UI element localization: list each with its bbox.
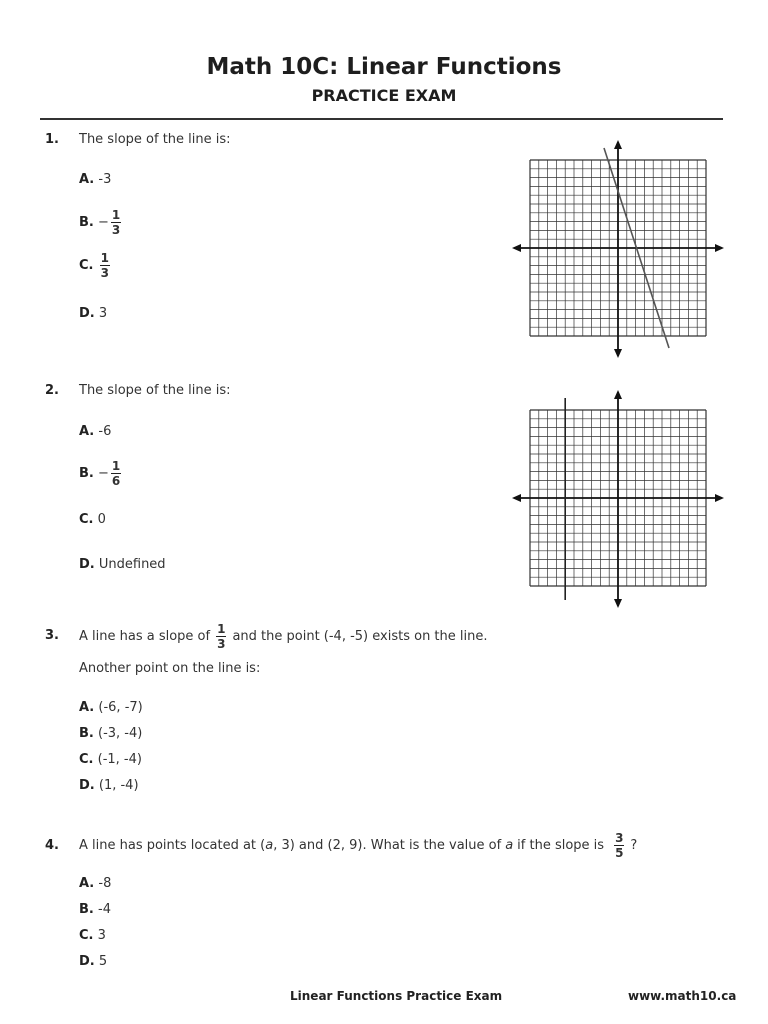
question-4-text-part2: , 3) and (2, 9). What is the value of: [273, 837, 502, 853]
option-letter: C.: [79, 512, 94, 527]
option-letter: C.: [79, 258, 94, 273]
fraction-denominator: 3: [217, 636, 226, 651]
fraction-numerator: 1: [111, 459, 121, 473]
question-2-option-d: [79, 557, 166, 572]
fraction: [216, 622, 226, 651]
question-1-text: The slope of the line is:: [79, 132, 231, 147]
option-letter: B.: [79, 902, 94, 917]
option-value: -4: [98, 902, 111, 917]
option-letter: A.: [79, 424, 95, 439]
question-4-text: [79, 826, 637, 864]
question-4-number: 4.: [45, 838, 59, 853]
question-4-option-a: [79, 876, 111, 891]
option-value: -8: [98, 876, 112, 891]
fraction-numerator: 1: [111, 208, 121, 222]
question-2-option-a: [79, 424, 111, 439]
fraction: [111, 208, 121, 237]
option-value: (-1, -4): [97, 752, 142, 767]
option-letter: A.: [79, 700, 95, 715]
fraction-numerator: 1: [100, 251, 109, 265]
fraction-denominator: 5: [615, 845, 624, 860]
fraction: [100, 251, 110, 280]
question-4-option-c: [79, 928, 106, 943]
fraction: [111, 459, 121, 488]
question-3-option-a: [79, 700, 143, 715]
question-3-option-d: [79, 778, 139, 793]
footer-website: www.math10.ca: [628, 989, 737, 1003]
option-value: 5: [98, 954, 108, 969]
option-letter: D.: [79, 306, 95, 321]
question-3-option-c: [79, 752, 142, 767]
question-1-option-d: [79, 306, 107, 321]
option-value: -3: [98, 172, 112, 187]
question-3-text-line2: Another point on the line is:: [79, 661, 261, 676]
option-letter: D.: [79, 557, 95, 572]
axes: [512, 140, 724, 358]
option-value: 3: [98, 306, 108, 321]
variable-a: a: [265, 837, 274, 853]
option-value: 0: [97, 512, 106, 527]
option-letter: D.: [79, 954, 95, 969]
header-divider: [40, 118, 723, 120]
page-title: Math 10C: Linear Functions: [206, 54, 562, 80]
question-4-text-part3: if the slope is: [517, 837, 605, 853]
fraction-numerator: 3: [615, 830, 624, 845]
question-3-text: [79, 618, 488, 654]
option-letter: C.: [79, 928, 94, 943]
option-letter: D.: [79, 778, 95, 793]
option-letter: B.: [79, 726, 94, 741]
option-value: (-6, -7): [98, 700, 143, 715]
question-3-number: 3.: [45, 628, 59, 643]
fraction: [614, 831, 624, 860]
question-1-number: 1.: [45, 132, 59, 147]
fraction-numerator: 1: [217, 621, 226, 636]
question-2-number: 2.: [45, 383, 59, 398]
question-1-option-a: [79, 172, 111, 187]
question-4-text-part1: A line has points located at (: [79, 837, 266, 853]
option-letter: B.: [79, 466, 94, 481]
axes: [512, 390, 724, 608]
question-3-text-after: and the point (-4, -5) exists on the line.: [232, 628, 488, 644]
minus-sign: −: [98, 466, 109, 481]
option-value: Undefined: [98, 557, 166, 572]
option-letter: C.: [79, 752, 94, 767]
fraction-denominator: 6: [111, 474, 121, 488]
question-1-graph: [512, 140, 724, 360]
variable-a: a: [505, 837, 514, 853]
option-value: 3: [97, 928, 106, 943]
question-4-text-part4: ?: [630, 837, 638, 853]
question-1-option-c: [79, 251, 112, 280]
option-value: -6: [98, 424, 112, 439]
option-value: (1, -4): [98, 778, 139, 793]
footer-title: Linear Functions Practice Exam: [290, 989, 503, 1003]
minus-sign: −: [98, 215, 109, 230]
fraction-denominator: 3: [100, 266, 109, 280]
question-2-graph: [512, 390, 724, 610]
question-3-option-b: [79, 726, 142, 741]
option-value: (-3, -4): [98, 726, 143, 741]
question-1-option-b: [79, 208, 123, 237]
option-letter: A.: [79, 876, 95, 891]
question-4-option-d: [79, 954, 107, 969]
fraction-denominator: 3: [111, 223, 121, 237]
question-2-option-c: [79, 512, 106, 527]
question-2-text: The slope of the line is:: [79, 383, 231, 398]
option-letter: B.: [79, 215, 94, 230]
question-3-text-before: A line has a slope of: [79, 628, 211, 644]
page-subtitle: PRACTICE EXAM: [311, 86, 457, 105]
question-2-option-b: [79, 459, 123, 488]
option-letter: A.: [79, 172, 95, 187]
question-4-option-b: [79, 902, 111, 917]
